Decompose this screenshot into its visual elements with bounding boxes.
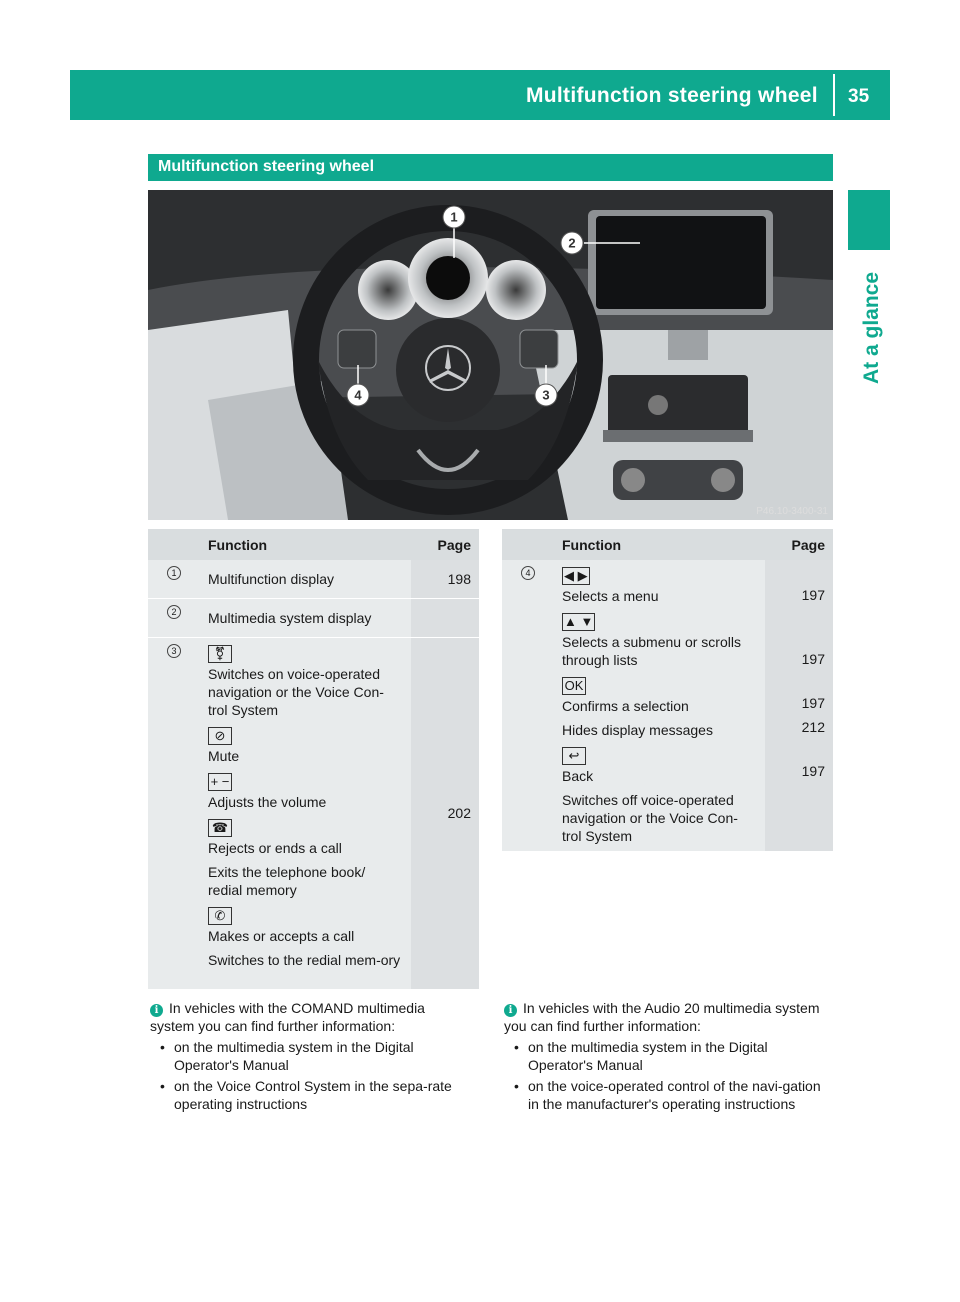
function-text: Confirms a selection: [562, 698, 689, 714]
col-header-page: Page: [765, 529, 833, 560]
info-note-left: [150, 999, 470, 1113]
section-title: Multifunction steering wheel: [158, 158, 375, 175]
function-text: Multimedia system display: [200, 599, 411, 638]
function-table-right: [502, 529, 833, 852]
page-number: 35: [848, 86, 870, 107]
chapter-tab-label: At a glance: [860, 271, 883, 384]
function-text: Adjusts the volume: [208, 794, 327, 810]
table-row: [502, 560, 833, 852]
photo-code: P46.10-3400-31: [756, 506, 828, 517]
list-item: • on the multimedia system in the Digital Operator's Manual: [504, 1038, 824, 1074]
info-intro: In vehicles with the COMAND multimedia system you can find further information:: [150, 1000, 425, 1034]
page-ref: 198: [411, 560, 479, 599]
callout-4: [347, 384, 369, 406]
page-ref: 197: [801, 695, 825, 711]
info-note-right: [504, 999, 824, 1113]
col-header-page: Page: [411, 529, 479, 560]
table-row: [148, 599, 479, 638]
function-table-left: [148, 529, 479, 990]
steering-wheel-photo: [148, 190, 833, 520]
function-text: Switches to the redial mem-ory: [208, 952, 401, 968]
function-text: Makes or accepts a call: [208, 928, 355, 944]
function-text: Exits the telephone book/ redial memory: [208, 864, 366, 898]
row-number: 1: [167, 566, 181, 580]
function-text: Selects a submenu or scrolls through lists: [562, 634, 741, 668]
svg-text:3: 3: [542, 387, 550, 403]
function-text: Multifunction display: [200, 560, 411, 599]
col-header-function: Function: [554, 529, 765, 560]
callout-1: [443, 206, 465, 228]
row-number: 3: [167, 644, 181, 658]
table-row: [148, 638, 479, 990]
page-ref: 197: [801, 651, 825, 667]
list-item: • on the Voice Control System in the sepa-rate operating instructions: [150, 1077, 470, 1113]
ok-icon: OK: [562, 677, 586, 695]
svg-text:4: 4: [354, 387, 362, 403]
function-text: Switches off voice-operated navigation or the Voice Con-trol System: [562, 792, 738, 844]
mute-icon: ⊘: [208, 727, 232, 745]
accept-call-icon: ✆: [208, 907, 232, 925]
callout-3: [535, 384, 557, 406]
voice-control-icon: ⚧: [208, 645, 232, 663]
info-icon: i: [504, 1004, 517, 1017]
info-icon: i: [150, 1004, 163, 1017]
list-item: • on the voice-operated control of the navi-gation in the manufacturer's operating instructions: [504, 1077, 824, 1113]
page-ref: [411, 599, 479, 638]
volume-icon: + −: [208, 773, 232, 791]
row-number: 4: [521, 566, 535, 580]
page-ref: 197: [801, 763, 825, 779]
info-intro: In vehicles with the Audio 20 multimedia system you can find further information:: [504, 1000, 820, 1034]
chapter-tab-marker: [848, 190, 890, 250]
table-row: [148, 560, 479, 599]
page-ref: 212: [801, 719, 825, 735]
col-header-function: Function: [200, 529, 411, 560]
header-divider: [833, 74, 835, 116]
page-header-title: Multifunction steering wheel: [526, 84, 818, 107]
back-icon: ↩: [562, 747, 586, 765]
function-text: Back: [562, 768, 594, 784]
row-number: 2: [167, 605, 181, 619]
function-text: Switches on voice-operated navigation or the Voice Con-trol System: [208, 666, 384, 718]
up-down-arrow-icon: ▲ ▼: [564, 614, 594, 629]
function-text: Selects a menu: [562, 588, 659, 604]
left-right-arrow-icon: ◀ ▶: [564, 568, 588, 583]
end-call-icon: ☎: [208, 819, 232, 837]
function-text: Mute: [208, 748, 240, 764]
function-text: Hides display messages: [562, 722, 713, 738]
function-text: Rejects or ends a call: [208, 840, 342, 856]
list-item: • on the multimedia system in the Digital Operator's Manual: [150, 1038, 470, 1074]
page-ref: 197: [801, 587, 825, 603]
page-ref: 202: [411, 638, 479, 990]
callout-2: [561, 232, 583, 254]
svg-text:2: 2: [568, 235, 576, 251]
svg-text:1: 1: [450, 209, 458, 225]
